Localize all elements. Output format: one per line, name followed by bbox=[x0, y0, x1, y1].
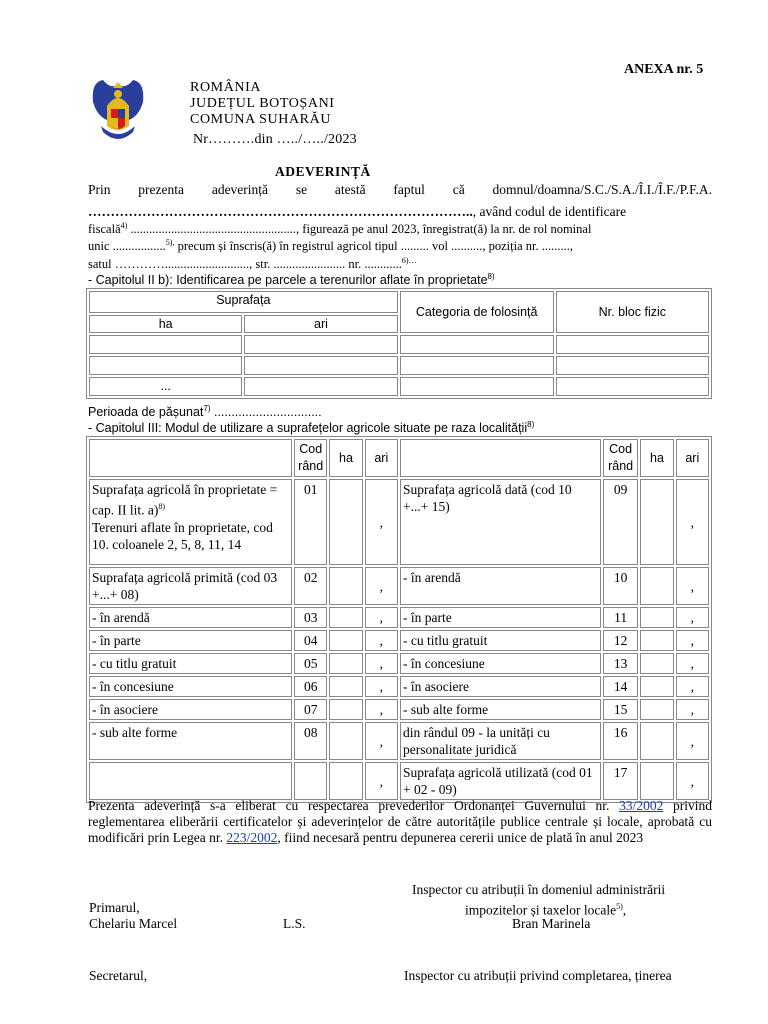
parcel-ari-cell[interactable] bbox=[244, 377, 397, 396]
land-use-right-ari[interactable]: , bbox=[676, 630, 709, 651]
land-use-right-code: 12 bbox=[603, 630, 638, 651]
parcel-block-cell[interactable] bbox=[556, 377, 709, 396]
land-use-left-code: 05 bbox=[294, 653, 327, 674]
land-use-row bbox=[89, 762, 709, 800]
land-use-right-ari[interactable]: , bbox=[676, 479, 709, 565]
land-use-left-code: 07 bbox=[294, 699, 327, 720]
land-use-left-code bbox=[294, 762, 327, 800]
parcel-ari-cell[interactable] bbox=[244, 356, 397, 375]
closing-text-c: , fiind necesară pentru depunerea cererii unice de plată în anul 2023 bbox=[277, 830, 644, 845]
land-use-left-ari[interactable]: , bbox=[365, 653, 398, 674]
land-use-left-label: - în arendă bbox=[89, 607, 292, 628]
land-use-right-ari[interactable]: , bbox=[676, 762, 709, 800]
land-use-right-label: - în arendă bbox=[400, 567, 601, 605]
parcel-category-cell[interactable] bbox=[400, 356, 554, 375]
footnote-8b: 8) bbox=[527, 420, 535, 429]
land-use-table bbox=[86, 436, 712, 803]
land-use-right-ari[interactable]: , bbox=[676, 676, 709, 697]
footnote-8c: 8) bbox=[158, 502, 166, 511]
land-use-left-ha[interactable] bbox=[329, 607, 362, 628]
land-use-right-label: Suprafața agricolă utilizată (cod 01 + 02 - 09) bbox=[400, 762, 601, 800]
land-use-right-ha[interactable] bbox=[640, 567, 673, 605]
land-use-row bbox=[89, 676, 709, 697]
mayor-label: Primarul, bbox=[89, 900, 140, 915]
land-use-right-ha[interactable] bbox=[640, 762, 673, 800]
land-use-left-label: Suprafața agricolă primită (cod 03 +...+ 08) bbox=[89, 567, 292, 605]
cap2-title bbox=[88, 272, 712, 288]
land-use-right-ari[interactable]: , bbox=[676, 699, 709, 720]
intro-fiscal-label: fiscală bbox=[88, 222, 121, 236]
parcel-block-cell[interactable] bbox=[556, 335, 709, 354]
land-use-left-ha[interactable] bbox=[329, 567, 362, 605]
head-ha-right: ha bbox=[640, 439, 673, 477]
head-ari-left: ari bbox=[365, 439, 398, 477]
land-use-left-label bbox=[89, 479, 292, 565]
intro-line-4 bbox=[88, 238, 712, 254]
parcel-block-cell[interactable] bbox=[556, 356, 709, 375]
closing-text-b: privind reglementarea eliberării certificatelor și adeverințelor de către autoritățile publice centrale și locale, aprobată cu modificări prin Legea nr. bbox=[88, 798, 712, 845]
land-use-right-label: - sub alte forme bbox=[400, 699, 601, 720]
parcel-category-cell[interactable] bbox=[400, 335, 554, 354]
document-title: ADEVERINȚĂ bbox=[275, 164, 371, 179]
intro-line-1: Prin prezenta adeverință se atestă faptul că domnul/doamna/S.C./S.A./Î.I./Î.F./P.F.A. bbox=[88, 182, 712, 197]
header-county: JUDEȚUL BOTOȘANI bbox=[190, 96, 335, 111]
land-use-left-code: 03 bbox=[294, 607, 327, 628]
intro-register-text: precum și înscris(ă) în registrul agricol tipul ......... vol .........., poziția nr. ........., bbox=[174, 239, 573, 253]
ls-stamp-label: L.S. bbox=[283, 916, 306, 931]
land-use-left-ari[interactable]: , bbox=[365, 607, 398, 628]
intro-fiscal-rest: ....................................................., figurează pe anul 2023, înregistrat(ă) la nr. de rol nominal bbox=[127, 222, 592, 236]
parcel-ha-cell[interactable] bbox=[89, 335, 242, 354]
land-use-left-ha[interactable] bbox=[329, 630, 362, 651]
land-use-right-label: Suprafața agricolă dată (cod 10 +...+ 15) bbox=[400, 479, 601, 565]
intro-line-3 bbox=[88, 221, 712, 237]
land-use-left-ari[interactable]: , bbox=[365, 699, 398, 720]
land-use-left-ha[interactable] bbox=[329, 762, 362, 800]
link-og-33-2002[interactable]: 33/2002 bbox=[619, 798, 664, 813]
closing-text-a: Prezenta adeverință s-a eliberat cu respectarea prevederilor Ordonanței Guvernului nr. bbox=[88, 798, 620, 813]
land-use-left-ari[interactable]: , bbox=[365, 630, 398, 651]
intro-line-5 bbox=[88, 256, 712, 272]
head-surface: Suprafața bbox=[89, 291, 398, 313]
land-use-right-code: 16 bbox=[603, 722, 638, 760]
grazing-label: Perioada de pășunat bbox=[88, 405, 204, 419]
land-use-left-ha[interactable] bbox=[329, 479, 362, 565]
land-use-right-code: 11 bbox=[603, 607, 638, 628]
land-use-left-ari[interactable]: , bbox=[365, 722, 398, 760]
footnote-7: 7) bbox=[203, 404, 211, 413]
land-use-row bbox=[89, 699, 709, 720]
land-use-left-ari[interactable]: , bbox=[365, 479, 398, 565]
cap3-title-text: - Capitolul III: Modul de utilizare a suprafețelor agricole situate pe raza localității bbox=[88, 421, 528, 435]
land-use-right-code: 09 bbox=[603, 479, 638, 565]
mayor-name: Chelariu Marcel bbox=[89, 916, 178, 931]
intro-name-dots: ………………………………………………………………………….. bbox=[88, 204, 473, 219]
footnote-5: 5), bbox=[165, 238, 175, 247]
land-use-left-label: - în asociere bbox=[89, 699, 292, 720]
intro-rol-label: unic ................. bbox=[88, 239, 166, 253]
land-use-right-ari[interactable]: , bbox=[676, 653, 709, 674]
land-use-row bbox=[89, 630, 709, 651]
secretary-label: Secretarul, bbox=[89, 968, 148, 983]
header-country: ROMÂNIA bbox=[190, 80, 262, 95]
land-use-left-code: 04 bbox=[294, 630, 327, 651]
land-use-row bbox=[89, 607, 709, 628]
land-use-left-ha[interactable] bbox=[329, 653, 362, 674]
parcel-ha-cell[interactable] bbox=[89, 356, 242, 375]
cap3-title bbox=[88, 420, 712, 436]
land-use-left-ha[interactable] bbox=[329, 676, 362, 697]
parcel-category-cell[interactable] bbox=[400, 377, 554, 396]
land-use-left-label: - în concesiune bbox=[89, 676, 292, 697]
header-commune: COMUNA SUHARĂU bbox=[190, 112, 332, 127]
land-use-right-label: - în parte bbox=[400, 607, 601, 628]
grazing-period bbox=[88, 404, 712, 420]
land-use-right-ha[interactable] bbox=[640, 607, 673, 628]
land-use-left-label: - cu titlu gratuit bbox=[89, 653, 292, 674]
head-ha-left: ha bbox=[329, 439, 362, 477]
land-use-left-ha[interactable] bbox=[329, 699, 362, 720]
head-ha: ha bbox=[89, 315, 242, 333]
land-use-right-ari[interactable]: , bbox=[676, 607, 709, 628]
row1-left-a: Suprafața agricolă în proprietate = cap. II lit. a) bbox=[92, 482, 278, 518]
land-use-left-ari[interactable]: , bbox=[365, 762, 398, 800]
cap2-title-text: - Capitolul II b): Identificarea pe parcele a terenurilor aflate în proprietate bbox=[88, 273, 488, 287]
inspector-name: Bran Marinela bbox=[512, 916, 591, 931]
land-use-row bbox=[89, 567, 709, 605]
land-use-right-code: 17 bbox=[603, 762, 638, 800]
footnote-5b: 5) bbox=[616, 902, 623, 911]
land-use-right-ha[interactable] bbox=[640, 676, 673, 697]
land-use-left-label: - în parte bbox=[89, 630, 292, 651]
land-use-right-code: 15 bbox=[603, 699, 638, 720]
land-use-right-label: din rândul 09 - la unități cu personalitate juridică bbox=[400, 722, 601, 760]
land-use-right-code: 13 bbox=[603, 653, 638, 674]
link-law-223-2002[interactable]: 223/2002 bbox=[226, 830, 278, 845]
land-use-row bbox=[89, 653, 709, 674]
inspector2-title: Inspector cu atribuții privind completarea, ținerea bbox=[404, 968, 672, 983]
parcel-row bbox=[89, 335, 709, 354]
inspector-title-2-text: impozitelor și taxelor locale bbox=[465, 902, 617, 918]
head-ari: ari bbox=[244, 315, 397, 333]
annex-label: ANEXA nr. 5 bbox=[624, 62, 704, 77]
head-ari-right: ari bbox=[676, 439, 709, 477]
land-use-left-code: 02 bbox=[294, 567, 327, 605]
land-use-right-ha[interactable] bbox=[640, 722, 673, 760]
parcel-ellipsis: ... bbox=[89, 377, 242, 396]
land-use-row bbox=[89, 722, 709, 760]
head-block: Nr. bloc fizic bbox=[556, 291, 709, 333]
land-use-left-ha[interactable] bbox=[329, 722, 362, 760]
land-use-left-label: - sub alte forme bbox=[89, 722, 292, 760]
inspector-title-comma: , bbox=[622, 902, 627, 918]
inspector-title-1: Inspector cu atribuții în domeniul administrării bbox=[412, 882, 666, 897]
land-use-right-ha[interactable] bbox=[640, 479, 673, 565]
footnote-6: 6)… bbox=[401, 256, 417, 265]
land-use-right-ari[interactable]: , bbox=[676, 722, 709, 760]
land-use-row bbox=[89, 479, 709, 565]
land-use-left-code: 01 bbox=[294, 479, 327, 565]
footnote-8: 8) bbox=[487, 272, 495, 281]
header-number: Nr……….din …../…../2023 bbox=[193, 132, 357, 147]
land-use-left-label bbox=[89, 762, 292, 800]
land-use-right-ha[interactable] bbox=[640, 630, 673, 651]
land-use-right-label: - cu titlu gratuit bbox=[400, 630, 601, 651]
head-category: Categoria de folosință bbox=[400, 291, 554, 333]
parcel-ari-cell[interactable] bbox=[244, 335, 397, 354]
head-code-left: Cod rând bbox=[294, 439, 327, 477]
land-use-left-ari[interactable]: , bbox=[365, 676, 398, 697]
land-use-left-code: 08 bbox=[294, 722, 327, 760]
land-use-right-label: - în asociere bbox=[400, 676, 601, 697]
footnote-4: 4) bbox=[120, 221, 128, 230]
land-use-right-ari[interactable]: , bbox=[676, 567, 709, 605]
land-use-right-ha[interactable] bbox=[640, 653, 673, 674]
land-use-left-ari[interactable]: , bbox=[365, 567, 398, 605]
land-use-right-code: 10 bbox=[603, 567, 638, 605]
intro-fiscal-code-text: , având codul de identificare bbox=[472, 204, 627, 219]
parcel-row bbox=[89, 356, 709, 375]
closing-paragraph bbox=[88, 798, 712, 846]
intro-line-2 bbox=[88, 204, 712, 220]
parcel-table bbox=[86, 288, 712, 399]
head-code-right: Cod rând bbox=[603, 439, 638, 477]
land-use-right-code: 14 bbox=[603, 676, 638, 697]
coat-of-arms-icon bbox=[89, 76, 147, 146]
intro-address-text: satul …………..........................., str. ....................... nr. ............ bbox=[88, 257, 402, 271]
land-use-left-code: 06 bbox=[294, 676, 327, 697]
parcel-row bbox=[89, 377, 709, 396]
row1-left-b: Terenuri aflate în proprietate, cod 10. coloanele 2, 5, 8, 11, 14 bbox=[92, 519, 273, 552]
land-use-right-label: - în concesiune bbox=[400, 653, 601, 674]
land-use-right-ha[interactable] bbox=[640, 699, 673, 720]
grazing-dots: ............................... bbox=[210, 405, 322, 419]
